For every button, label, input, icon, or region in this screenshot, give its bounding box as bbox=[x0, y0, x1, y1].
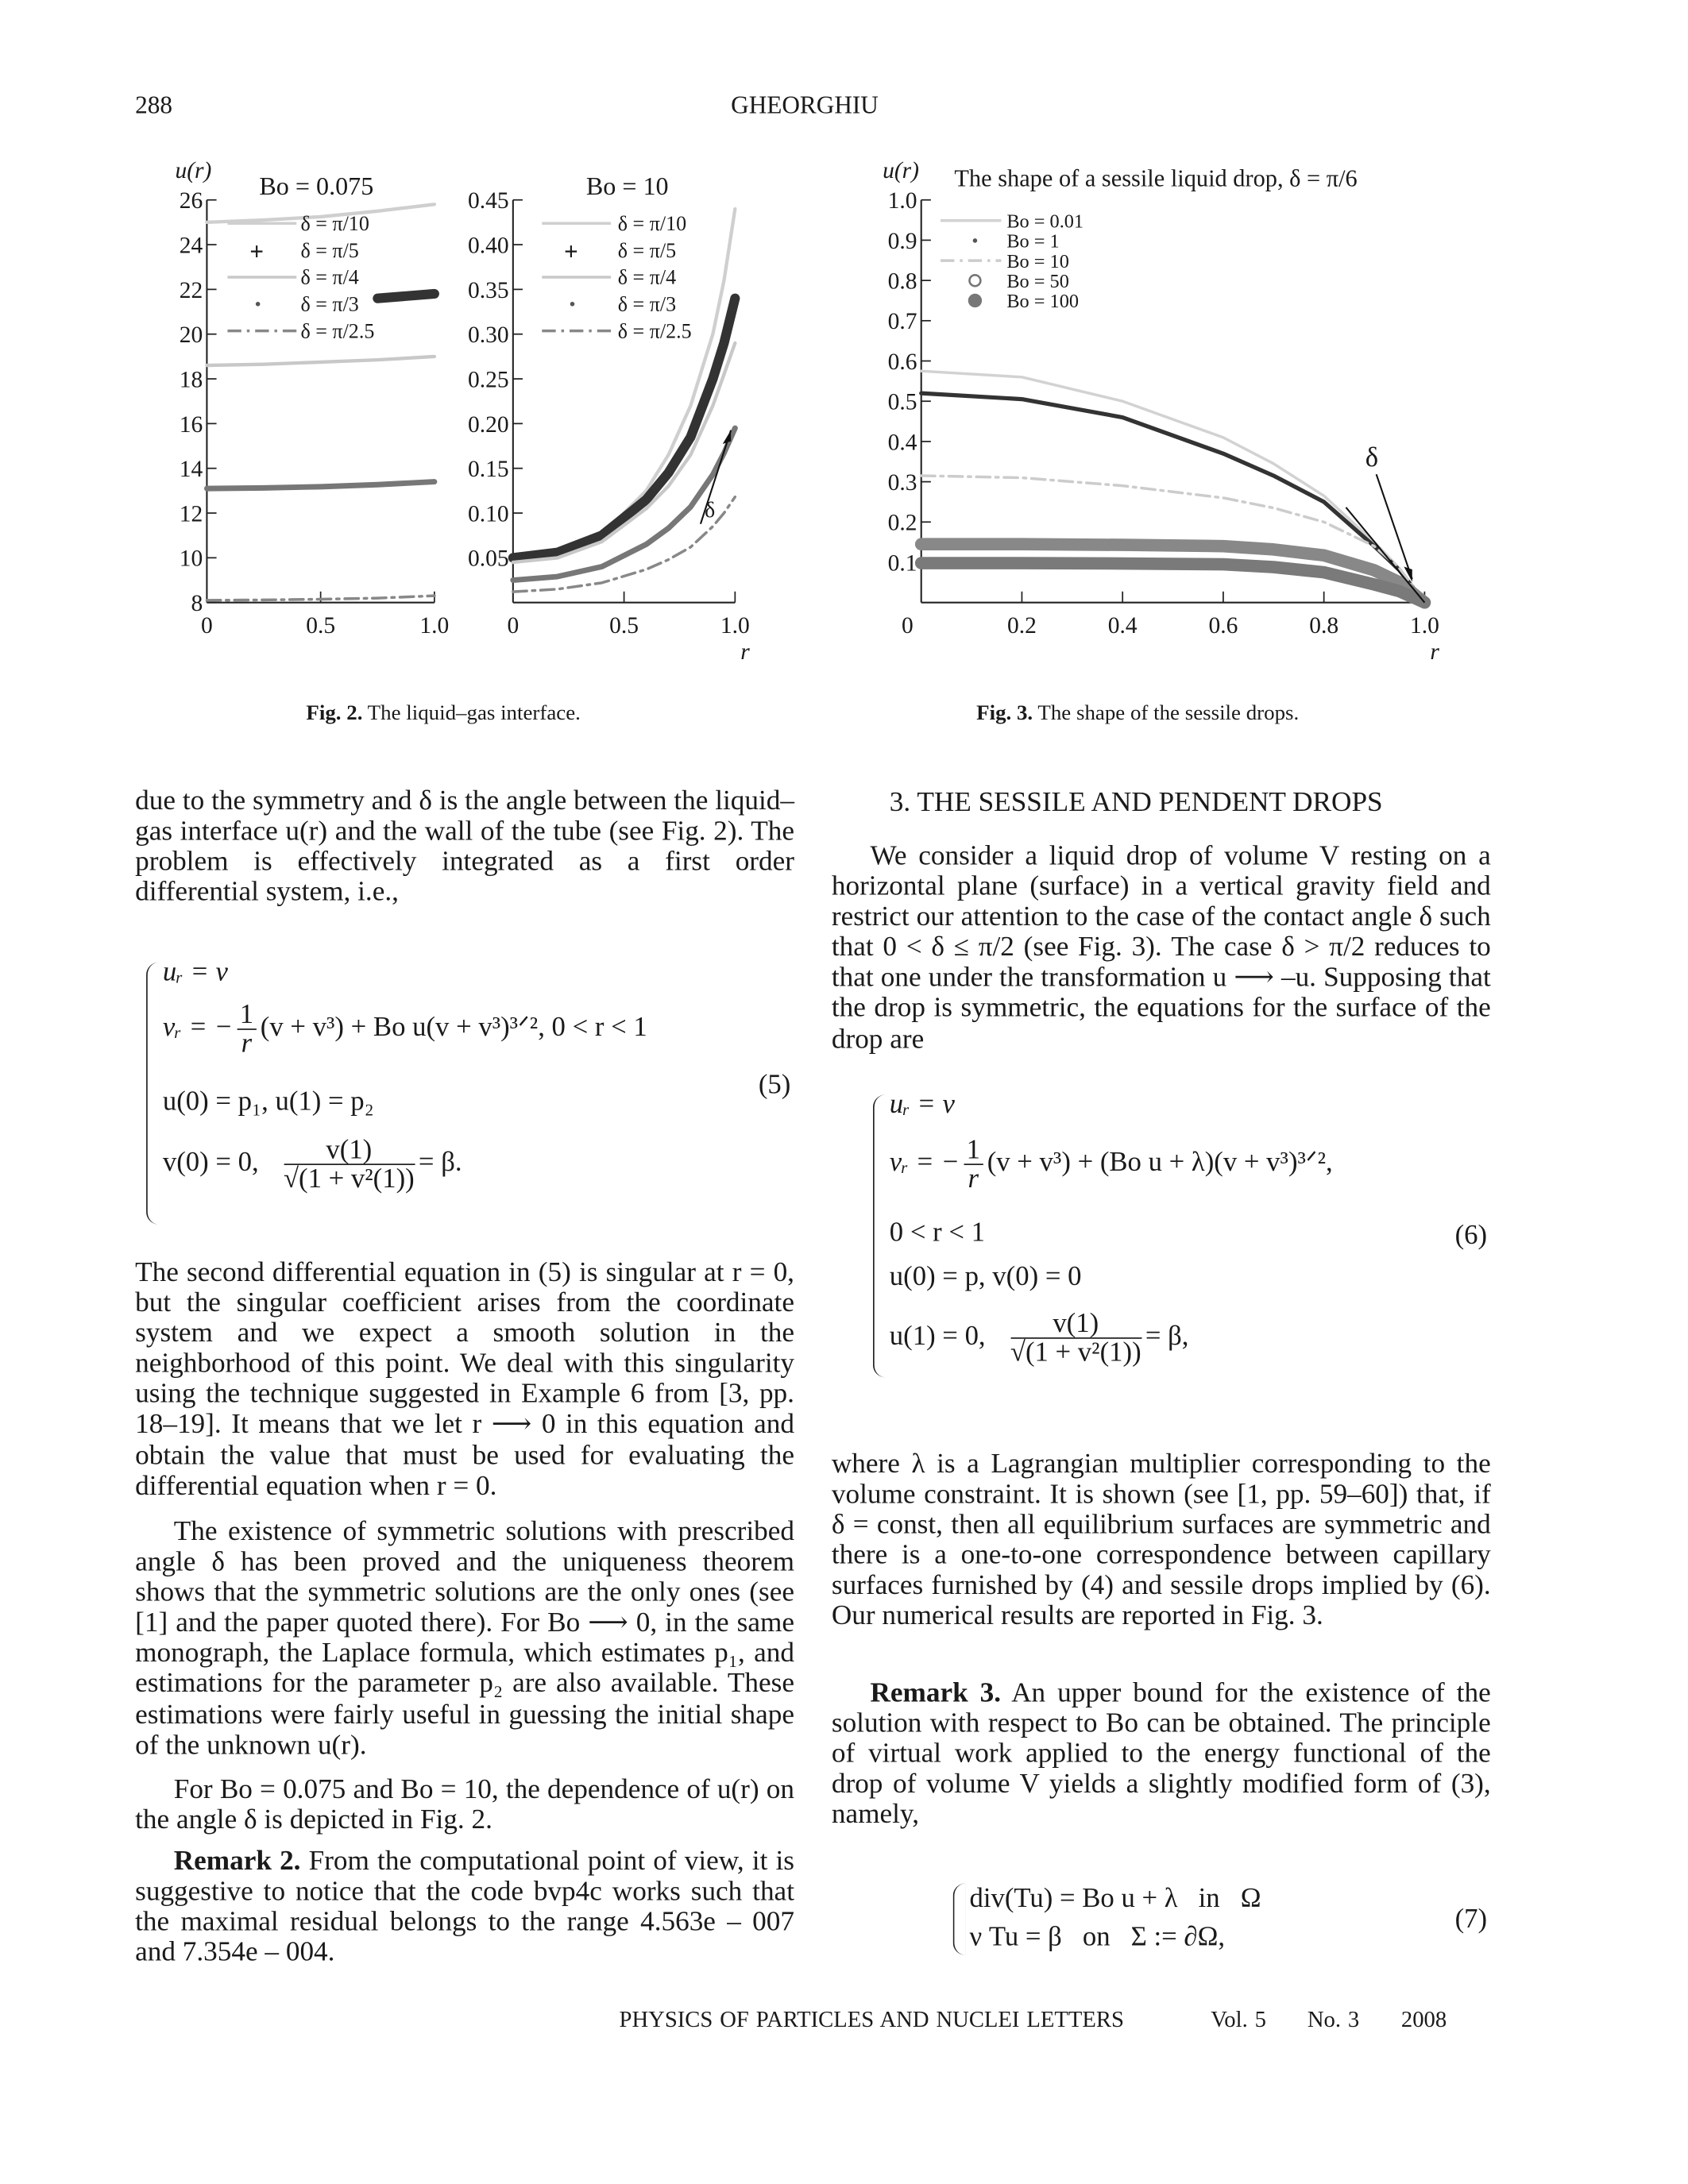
eq5-line-4b: = β. bbox=[418, 1147, 462, 1178]
footer-volume: Vol. 5 bbox=[1211, 2006, 1266, 2033]
y-tick-label: 0.35 bbox=[467, 277, 509, 303]
running-header: GHEORGHIU bbox=[731, 91, 879, 119]
eq6-frac-den: √(1 + v²(1)) bbox=[1010, 1337, 1141, 1368]
y-tick-label: 0.7 bbox=[887, 309, 917, 335]
legend-label: Bo = 0.01 bbox=[1006, 210, 1084, 233]
y-axis-label: u(r) bbox=[883, 157, 919, 183]
x-tick-label: 0 bbox=[901, 612, 914, 639]
legend-label: δ = π/5 bbox=[300, 238, 359, 262]
eq5-line-4a: v(0) = 0, bbox=[162, 1147, 259, 1178]
y-tick-label: 20 bbox=[179, 322, 203, 349]
fig2-caption-label: Fig. 2. bbox=[306, 701, 363, 726]
remark-2-text: From the computational point of view, it is suggestive to notice that the code bvp4c works such that the maximal residual belongs to the range 4.563e – 007 and 7.354e – 004. bbox=[135, 1846, 794, 1968]
eq6-frac-num: v(1) bbox=[1010, 1310, 1141, 1338]
y-tick-label: 18 bbox=[179, 367, 203, 393]
remark-2-label: Remark 2. bbox=[173, 1846, 301, 1877]
eq5-frac-num: 1 bbox=[237, 1001, 256, 1029]
y-tick-label: 0.30 bbox=[467, 322, 509, 349]
y-tick-label: 24 bbox=[179, 233, 203, 259]
left-para-2 bbox=[135, 1257, 794, 1501]
annotation-delta: δ bbox=[705, 498, 716, 523]
equation-6 bbox=[832, 1086, 1491, 1383]
x-tick-label: 0 bbox=[201, 612, 213, 639]
paragraph: For Bo = 0.075 and Bo = 10, the dependence of u(r) on the angle δ is depicted in Fig. 2. bbox=[135, 1774, 794, 1835]
eq6-line-3: 0 < r < 1 bbox=[889, 1217, 985, 1248]
y-tick-label: 0.20 bbox=[467, 411, 509, 438]
eq5-frac-den: √(1 + v²(1)) bbox=[283, 1163, 415, 1194]
footer-year: 2008 bbox=[1400, 2006, 1447, 2033]
y-tick-label: 0.8 bbox=[887, 268, 917, 295]
chart-title: Bo = 0.075 bbox=[259, 171, 374, 200]
eq5-frac-num: v(1) bbox=[284, 1136, 415, 1165]
fig3-caption-label: Fig. 3. bbox=[976, 701, 1033, 726]
y-tick-label: 0.2 bbox=[887, 510, 917, 536]
legend-label: Bo = 100 bbox=[1006, 291, 1080, 313]
fig3-caption bbox=[976, 702, 1299, 727]
x-tick-label: 1.0 bbox=[720, 612, 750, 639]
y-tick-label: 0.4 bbox=[887, 430, 917, 456]
remark-3 bbox=[832, 1678, 1491, 1831]
y-tick-label: 0.3 bbox=[887, 470, 917, 496]
eq6-frac-num: 1 bbox=[964, 1136, 983, 1165]
y-tick-label: 14 bbox=[179, 457, 203, 483]
chart-title: Bo = 10 bbox=[585, 171, 669, 200]
fig3-caption-text: The shape of the sessile drops. bbox=[1033, 701, 1300, 726]
eq5-line-1: uᵣ = v bbox=[162, 956, 228, 988]
y-tick-label: 12 bbox=[179, 501, 203, 527]
chart-title: The shape of a sessile liquid drop, δ = π/6 bbox=[954, 164, 1358, 192]
brace bbox=[873, 1094, 886, 1377]
x-tick-label: 0.5 bbox=[306, 612, 336, 639]
eq6-line-5a: u(1) = 0, bbox=[889, 1321, 986, 1352]
legend-plus-marker: + bbox=[249, 237, 265, 266]
series-line bbox=[921, 393, 1425, 603]
right-para-2 bbox=[832, 1449, 1491, 1632]
brace bbox=[953, 1884, 966, 1955]
remark-3-text: An upper bound for the existence of the solution with respect to Bo can be obtained. The principle of virtual work applied to the energy functional of the drop of volume V yields a slightly modified form of (3), namely, bbox=[831, 1677, 1491, 1831]
page-number: 288 bbox=[135, 91, 173, 119]
y-tick-label: 0.1 bbox=[887, 550, 917, 577]
eq6-number: (6) bbox=[1454, 1220, 1488, 1251]
paragraph: The second differential equation in (5) is singular at r = 0, but the singular coefficient arises from the coordinate system and we expect a smooth solution in the neighborhood of this point. We deal with this singularity using the technique suggested in Example 6 from [3, pp. 18–19]. It means that we let r ⟶ 0 in this equation and obtain the value that must be used for evaluating the differential equation when r = 0. bbox=[135, 1257, 794, 1502]
eq6-line-2a: vᵣ = − bbox=[889, 1147, 960, 1178]
y-tick-label: 0.15 bbox=[467, 457, 509, 483]
eq6-line-5b: = β, bbox=[1145, 1321, 1189, 1352]
x-tick-label: 1.0 bbox=[1409, 612, 1439, 639]
y-tick-label: 10 bbox=[179, 546, 203, 572]
x-tick-label: 0.4 bbox=[1107, 612, 1138, 639]
y-tick-label: 16 bbox=[179, 411, 203, 438]
series-line bbox=[207, 482, 434, 489]
left-para-1 bbox=[135, 786, 794, 908]
fig2-caption-text: The liquid–gas interface. bbox=[362, 701, 581, 726]
eq5-line-2b: (v + v³) + Bo u(v + v³)³ᐟ², 0 < r < 1 bbox=[260, 1012, 647, 1043]
paragraph: We consider a liquid drop of volume V resting on a horizontal plane (surface) in a vertical gravity field and restrict our attention to the case of the contact angle δ such that 0 < δ ≤ π/2 (see Fig. 3). The case δ > π/2 reduces to that one under the transformation u ⟶ –u. Supposing that the drop is symmetric, the equations for the surface of the drop are bbox=[831, 841, 1491, 1055]
eq5-frac-den: r bbox=[241, 1028, 253, 1059]
legend-dot-marker bbox=[973, 238, 978, 243]
y-tick-label: 0.25 bbox=[467, 367, 509, 393]
legend-label: δ = π/10 bbox=[617, 211, 687, 235]
fig2-caption bbox=[306, 702, 581, 727]
legend-label: δ = π/3 bbox=[617, 292, 677, 316]
y-tick-label: 0.9 bbox=[887, 228, 917, 254]
legend-label: Bo = 10 bbox=[1006, 250, 1069, 272]
eq7-number: (7) bbox=[1454, 1904, 1488, 1935]
annotation-delta: δ bbox=[1365, 441, 1379, 473]
x-tick-label: 0.2 bbox=[1007, 612, 1037, 639]
paragraph: due to the symmetry and δ is the angle between the liquid–gas interface u(r) and the wall of the tube (see Fig. 2). The problem is effectively integrated as a first order differential system, i.e., bbox=[135, 785, 794, 908]
x-tick-label: 1.0 bbox=[419, 612, 450, 639]
x-tick-label: 0 bbox=[507, 612, 520, 639]
legend-label: δ = π/2.5 bbox=[617, 319, 692, 343]
series-line bbox=[207, 357, 434, 365]
eq5-line-3: u(0) = p₁, u(1) = p₂ bbox=[162, 1086, 374, 1117]
x-axis-label: r bbox=[1430, 639, 1439, 665]
legend-label: Bo = 1 bbox=[1006, 230, 1060, 253]
legend-label: δ = π/3 bbox=[300, 292, 359, 316]
x-tick-label: 0.6 bbox=[1208, 612, 1238, 639]
left-para-3 bbox=[135, 1517, 794, 1761]
left-para-4 bbox=[135, 1774, 794, 1835]
legend-plus-marker: + bbox=[564, 237, 578, 266]
footer-number: No. 3 bbox=[1307, 2006, 1360, 2033]
x-axis-label: r bbox=[740, 639, 750, 665]
legend-label: δ = π/2.5 bbox=[300, 319, 375, 343]
x-tick-label: 0.5 bbox=[609, 612, 639, 639]
y-tick-label: 0.6 bbox=[887, 349, 917, 375]
legend-label: δ = π/4 bbox=[300, 265, 359, 289]
eq7-line-2: ν Tu = β on Σ := ∂Ω, bbox=[969, 1922, 1226, 1953]
legend-label: δ = π/4 bbox=[617, 265, 677, 289]
legend-label: δ = π/10 bbox=[300, 211, 369, 235]
legend-label: Bo = 50 bbox=[1006, 270, 1069, 292]
eq5-line-2a: vᵣ = − bbox=[162, 1012, 234, 1043]
x-tick-label: 0.8 bbox=[1309, 612, 1339, 639]
eq7-line-1: div(Tu) = Bo u + λ in Ω bbox=[969, 1883, 1261, 1914]
remark-3-label: Remark 3. bbox=[870, 1677, 1002, 1709]
figures bbox=[0, 0, 1688, 689]
y-tick-label: 8 bbox=[191, 591, 203, 617]
y-tick-label: 0.40 bbox=[467, 233, 509, 259]
eq6-line-1: uᵣ = v bbox=[889, 1089, 955, 1120]
y-tick-label: 0.5 bbox=[887, 389, 917, 415]
y-tick-label: 22 bbox=[179, 277, 203, 303]
legend-disc-marker bbox=[968, 294, 982, 307]
legend-ring-marker bbox=[969, 275, 980, 286]
eq6-frac-den: r bbox=[968, 1163, 979, 1194]
y-axis-label: u(r) bbox=[175, 157, 212, 183]
paragraph: where λ is a Lagrangian multiplier corresponding to the volume constraint. It is shown (see [1, pp. 59–60]) that, if δ = const, then all equilibrium surfaces are symmetric and there is a one-to-one correspondence between capillary surfaces furnished by (4) and sessile drops implied by (6). Our numerical results are reported in Fig. 3. bbox=[831, 1449, 1491, 1632]
footer-journal: PHYSICS OF PARTICLES AND NUCLEI LETTERS bbox=[619, 2006, 1124, 2033]
y-tick-label: 0.45 bbox=[467, 188, 509, 214]
right-para-1 bbox=[832, 841, 1491, 1054]
equation-7 bbox=[832, 1881, 1491, 1963]
eq6-line-4: u(0) = p, v(0) = 0 bbox=[889, 1261, 1082, 1292]
brace bbox=[146, 963, 159, 1225]
equation-5 bbox=[135, 951, 794, 1227]
legend-label: δ = π/5 bbox=[617, 238, 677, 262]
remark-2 bbox=[135, 1846, 794, 1968]
series-line bbox=[513, 343, 736, 562]
y-tick-label: 0.10 bbox=[467, 501, 509, 527]
paragraph: The existence of symmetric solutions with prescribed angle δ has been proved and the uniqueness theorem shows that the symmetric solutions are the only ones (see [1] and the paper quoted there). For Bo ⟶ 0, in the same monograph, the Laplace formula, which estimates p₁, and estimations for the parameter p₂ are also available. These estimations were fairly useful in guessing the initial shape of the unknown u(r). bbox=[135, 1516, 794, 1761]
y-tick-label: 26 bbox=[179, 188, 203, 214]
section-heading: 3. THE SESSILE AND PENDENT DROPS bbox=[889, 787, 1383, 818]
eq5-number: (5) bbox=[758, 1070, 791, 1101]
eq6-line-2b: (v + v³) + (Bo u + λ)(v + v³)³ᐟ², bbox=[987, 1147, 1333, 1178]
series-line bbox=[377, 294, 435, 299]
y-tick-label: 1.0 bbox=[887, 188, 917, 214]
legend-dot-marker bbox=[570, 302, 575, 307]
y-tick-label: 0.05 bbox=[467, 546, 509, 572]
legend-dot-marker bbox=[256, 302, 261, 307]
